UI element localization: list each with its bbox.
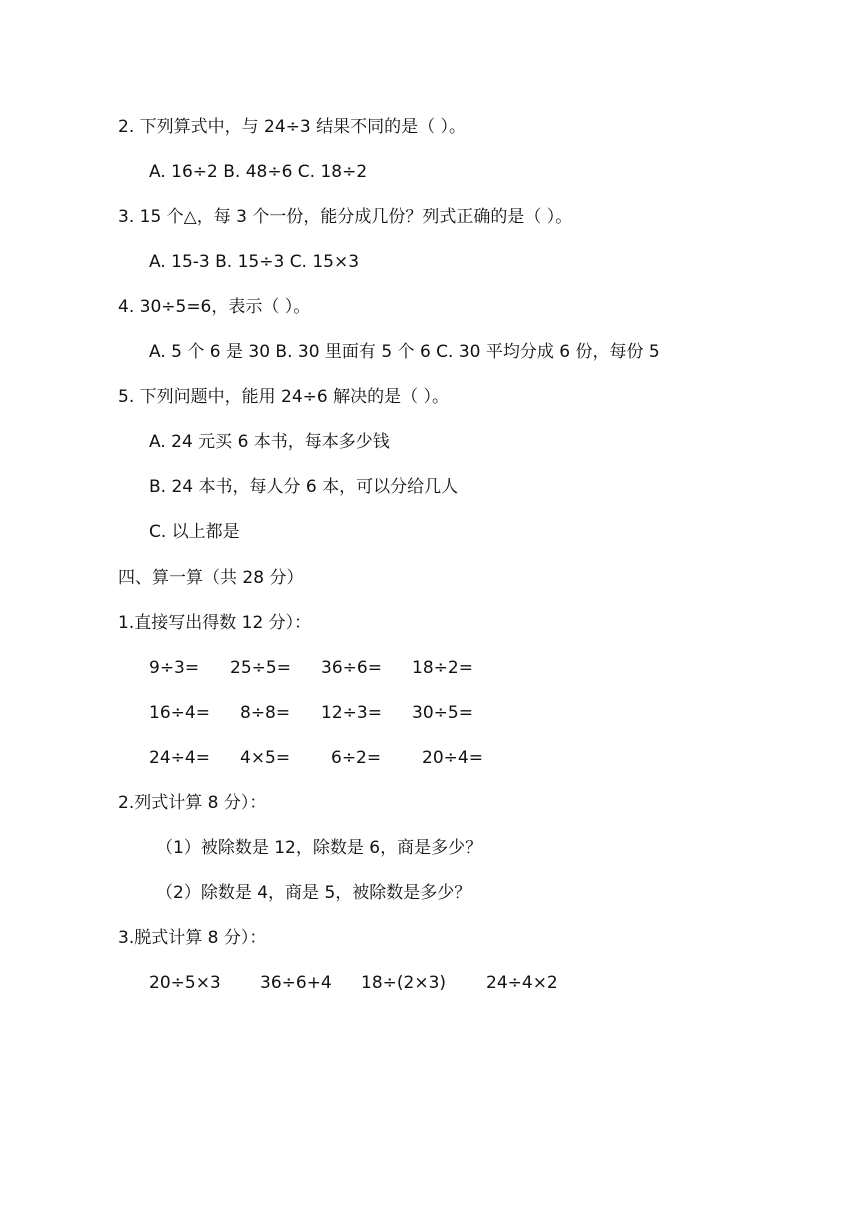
mental-math-item: 12÷3= <box>321 703 382 723</box>
mental-math-item: 4×5= <box>240 748 291 768</box>
part-2-item-1: （1）被除数是 12，除数是 6，商是多少？ <box>156 838 483 858</box>
part-2-title: 2.列式计算 8 分）： <box>118 793 267 813</box>
part-1-title: 1.直接写出得数 12 分）： <box>118 613 312 633</box>
question-4-options: A. 5 个 6 是 30 B. 30 里面有 5 个 6 C. 30 平均分成 6 份，每份 5 <box>149 342 660 362</box>
mental-math-item: 6÷2= <box>331 748 382 768</box>
question-5-option-b: B. 24 本书，每人分 6 本，可以分给几人 <box>149 477 459 497</box>
question-2-stem: 2. 下列算式中，与 24÷3 结果不同的是（ ）。 <box>118 117 467 137</box>
part-2-item-2: （2）除数是 4，商是 5，被除数是多少？ <box>156 883 472 903</box>
mental-math-item: 24÷4= <box>149 748 210 768</box>
question-5-option-c: C. 以上都是 <box>149 522 240 542</box>
question-3-options: A. 15-3 B. 15÷3 C. 15×3 <box>149 252 360 272</box>
mental-math-item: 9÷3= <box>149 658 200 678</box>
step-calc-item: 20÷5×3 <box>149 973 221 993</box>
step-calc-item: 18÷(2×3) <box>361 973 447 993</box>
section-4-heading: 四、算一算（共 28 分） <box>118 568 304 588</box>
mental-math-item: 8÷8= <box>240 703 291 723</box>
question-3-stem: 3. 15 个△，每 3 个一份，能分成几份？列式正确的是（ ）。 <box>118 207 573 227</box>
question-4-stem: 4. 30÷5=6，表示（ ）。 <box>118 297 311 317</box>
mental-math-item: 30÷5= <box>412 703 473 723</box>
mental-math-item: 36÷6= <box>321 658 382 678</box>
mental-math-item: 18÷2= <box>412 658 473 678</box>
mental-math-item: 16÷4= <box>149 703 210 723</box>
step-calc-item: 36÷6+4 <box>260 973 332 993</box>
question-2-options: A. 16÷2 B. 48÷6 C. 18÷2 <box>149 162 368 182</box>
step-calc-item: 24÷4×2 <box>486 973 558 993</box>
mental-math-item: 20÷4= <box>422 748 483 768</box>
question-5-stem: 5. 下列问题中，能用 24÷6 解决的是（ ）。 <box>118 387 450 407</box>
question-5-option-a: A. 24 元买 6 本书，每本多少钱 <box>149 432 390 452</box>
mental-math-item: 25÷5= <box>230 658 291 678</box>
part-3-title: 3.脱式计算 8 分）： <box>118 928 267 948</box>
